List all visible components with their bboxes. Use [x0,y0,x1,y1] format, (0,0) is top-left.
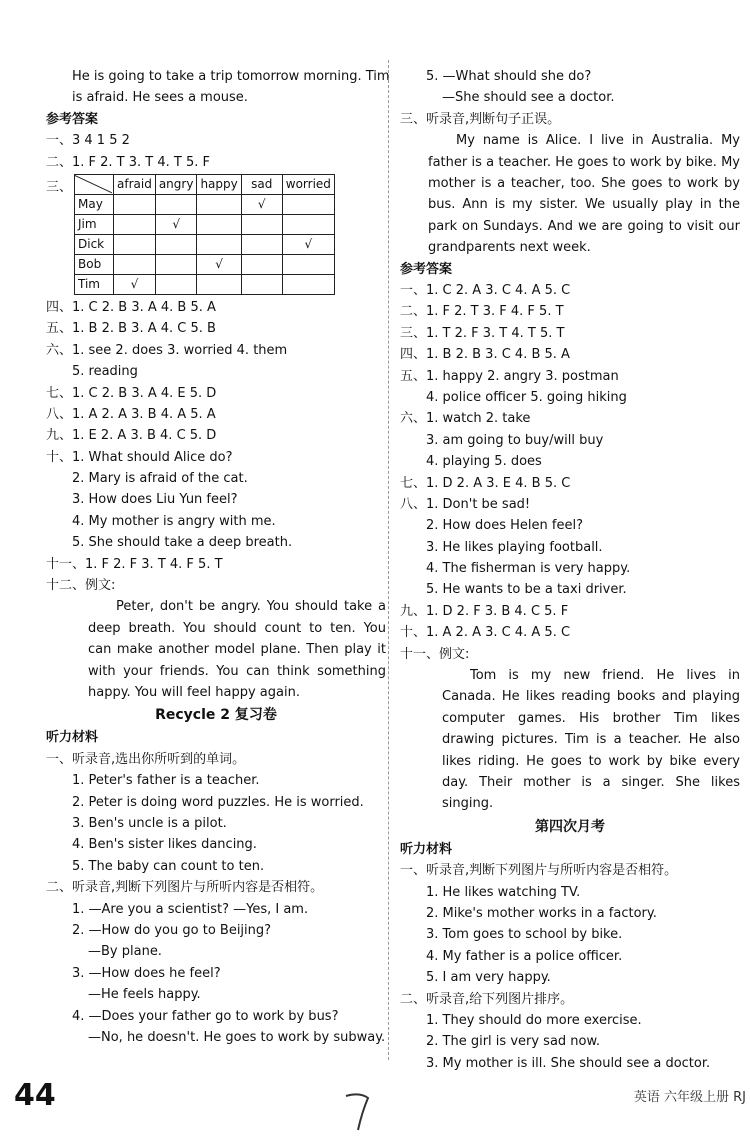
question-line: 一、听录音,选出你所听到的单词。 [46,751,246,767]
pen-mark-icon [340,1090,380,1134]
script-line: 3. —How does he feel? [72,965,221,981]
script-line: 4. Ben's sister likes dancing. [72,837,257,853]
answer-line: 一、3 4 1 5 2 [46,133,130,149]
answers-heading: 参考答案 [400,261,453,277]
answer-line: 三、1. T 2. F 3. T 4. T 5. T [400,325,565,341]
script-line: 2. Peter is doing word puzzles. He is worried. [72,794,364,810]
answer-line: 五、1. B 2. B 3. A 4. C 5. B [46,321,216,337]
table-cell [241,214,282,234]
answer-line: 十一、例文: [400,646,470,662]
answer-line: 2. Mary is afraid of the cat. [72,471,248,487]
table-row [75,254,335,274]
answer-label: 三、 [46,179,73,195]
answer-line: 4. My mother is angry with me. [72,513,276,529]
text-line: is afraid. He sees a mouse. [72,90,248,106]
table-row [75,274,335,294]
row-name: Bob [75,254,114,274]
mood-table [74,174,335,295]
answer-line: 十一、1. F 2. F 3. T 4. F 5. T [46,556,223,572]
listening-heading: 听力材料 [400,841,453,857]
answer-line: 5. reading [72,364,138,380]
answer-line: 3. How does Liu Yun feel? [72,492,238,508]
script-line: 1. Peter's father is a teacher. [72,773,260,789]
table-corner [75,174,114,194]
table-header: worried [282,174,334,194]
table-header: sad [241,174,282,194]
table-cell [155,194,197,214]
answer-line: 八、1. Don't be sad! [400,496,531,512]
table-cell [155,234,197,254]
script-line: —No, he doesn't. He goes to work by subway. [88,1029,386,1045]
answer-line: 2. How does Helen feel? [426,518,583,534]
script-line: 1. —Are you a scientist? —Yes, I am. [72,901,309,917]
row-name: May [75,194,114,214]
question-line: 二、听录音,给下列图片排序。 [400,991,574,1007]
question-line: 一、听录音,判断下列图片与所听内容是否相符。 [400,863,678,879]
script-line: 1. They should do more exercise. [426,1013,642,1028]
answer-line: 二、1. F 2. T 3. T 4. T 5. F [46,154,210,170]
sample-essay: Tom is my new friend. He lives in Canada. He likes reading books and playing computer games. His brother Tim likes drawing pictures. Tim is a teacher. He also likes riding. He goes to work by bike every day. Their mother is a singer. She likes singing. [442,668,740,812]
table-cell: √ [197,254,241,274]
table-cell [114,254,156,274]
table-cell [282,254,334,274]
script-line: 2. —How do you go to Beijing? [72,922,272,938]
answers-heading: 参考答案 [46,111,99,127]
table-cell [155,254,197,274]
table-cell [114,234,156,254]
answer-line: 一、1. C 2. A 3. C 4. A 5. C [400,283,571,298]
answer-line: 3. He likes playing football. [426,539,603,555]
row-name: Tim [75,274,114,294]
answer-table-block [46,174,386,295]
answer-line: 四、1. B 2. B 3. C 4. B 5. A [400,347,570,363]
table-row [75,234,335,254]
table-cell [197,214,241,234]
answer-line: 六、1. see 2. does 3. worried 4. them [46,342,288,358]
answer-line: 5. He wants to be a taxi driver. [426,582,627,598]
table-header-row [75,174,335,194]
table-header: afraid [114,174,156,194]
answer-line: 五、1. happy 2. angry 3. postman [400,368,619,384]
table-cell [282,194,334,214]
answer-line: 七、1. C 2. B 3. A 4. E 5. D [46,385,217,401]
question-line: 二、听录音,判断下列图片与所听内容是否相符。 [46,880,324,896]
row-name: Dick [75,234,114,254]
answer-list [400,280,740,665]
table-header: angry [155,174,197,194]
table-row [75,214,335,234]
table-cell: √ [241,194,282,214]
table-cell [241,254,282,274]
answer-line: 二、1. F 2. T 3. F 4. F 5. T [400,304,564,320]
script-line: 3. Ben's uncle is a pilot. [72,816,227,832]
page-number: 44 [14,1078,56,1113]
answer-line: 九、1. E 2. A 3. B 4. C 5. D [46,428,217,444]
answer-line: 十、1. A 2. A 3. C 4. A 5. C [400,625,571,641]
answer-line: 4. The fisherman is very happy. [426,561,631,577]
answer-line: 四、1. C 2. B 3. A 4. B 5. A [46,299,216,315]
table-row [75,194,335,214]
answer-line: 六、1. watch 2. take [400,411,531,427]
table-cell [197,234,241,254]
script-line: 2. Mike's mother works in a factory. [426,906,657,922]
table-cell: √ [114,274,156,294]
table-cell [241,274,282,294]
section-title: 第四次月考 [535,818,605,835]
table-cell [241,234,282,254]
book-footer: 英语 六年级上册 RJ [633,1090,746,1105]
script-line: 4. My father is a police officer. [426,948,623,964]
script-line: 5. —What should she do? [426,69,592,84]
table-cell [197,194,241,214]
script-line: —She should see a doctor. [442,90,615,106]
answer-line: 4. police officer 5. going hiking [426,389,627,405]
script-line: 3. My mother is ill. She should see a doctor. [426,1055,711,1071]
answer-line: 5. She should take a deep breath. [72,535,293,551]
table-cell: √ [282,234,334,254]
script-line: 4. —Does your father go to work by bus? [72,1008,339,1024]
answer-line: 4. playing 5. does [426,454,542,470]
script-line: 2. The girl is very sad now. [426,1034,601,1050]
answer-line: 七、1. D 2. A 3. E 4. B 5. C [400,475,571,491]
left-column [46,66,390,1048]
script-line: 3. Tom goes to school by bike. [426,927,623,943]
table-cell [282,214,334,234]
script-line: 5. The baby can count to ten. [72,858,265,874]
answer-line: 九、1. D 2. F 3. B 4. C 5. F [400,603,569,619]
answer-line: 八、1. A 2. A 3. B 4. A 5. A [46,406,216,422]
question-line: 三、听录音,判断句子正误。 [400,111,561,127]
table-cell: √ [155,214,197,234]
text-line: He is going to take a trip tomorrow morning. Tim [72,69,390,84]
script-line: —By plane. [88,944,162,960]
row-name: Jim [75,214,114,234]
section-title: Recycle 2 复习卷 [155,707,277,724]
table-cell [282,274,334,294]
column-divider [388,60,389,1060]
table-header: happy [197,174,241,194]
listening-passage: My name is Alice. I live in Australia. My father is a teacher. He goes to work by bike. My mother is a teacher, too. She goes to work by bus. Ann is my sister. We usually play in the park on Sundays. And we are going to visit our grandparents next week. [428,133,740,256]
listening-heading: 听力材料 [46,730,99,746]
table-cell [114,194,156,214]
table-cell [197,274,241,294]
answer-line: 3. am going to buy/will buy [426,432,604,448]
sample-essay: Peter, don't be angry. You should take a deep breath. You should count to ten. You can make another model plane. Then play it with your friends. You can think something happy. You will feel happy again. [88,599,386,701]
script-line: 5. I am very happy. [426,970,551,986]
script-line: 1. He likes watching TV. [426,884,581,900]
table-cell [155,274,197,294]
script-line: —He feels happy. [88,987,201,1003]
right-column [400,66,740,1074]
answer-line: 十二、例文: [46,578,116,594]
answer-line: 十、1. What should Alice do? [46,449,233,465]
table-cell [114,214,156,234]
